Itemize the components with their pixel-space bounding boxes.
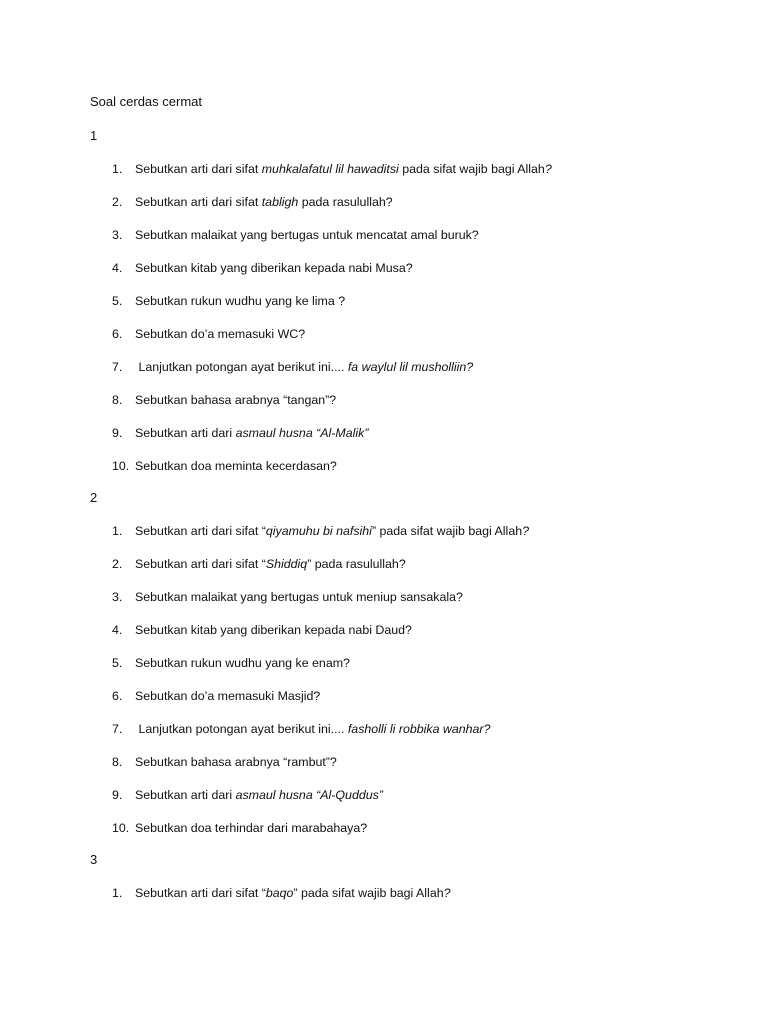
question-item <box>112 885 451 901</box>
question-item <box>112 359 473 375</box>
question-number: 1. <box>112 886 123 900</box>
question-number: 10. <box>112 459 130 473</box>
question-text: Sebutkan malaikat yang bertugas untuk mencatat amal buruk? <box>135 228 479 242</box>
question-item <box>112 425 368 441</box>
question-item <box>112 556 406 572</box>
question-item <box>112 622 412 638</box>
question-number: 7. <box>112 360 123 374</box>
question-text: Sebutkan arti dari sifat “baqo” pada sifat wajib bagi Allah? <box>135 886 451 900</box>
document-title: Soal cerdas cermat <box>90 94 202 109</box>
question-text: Lanjutkan potongan ayat berikut ini.... fasholli li robbika wanhar? <box>135 722 491 736</box>
question-item <box>112 458 337 474</box>
section-number: 1 <box>90 128 98 143</box>
section-number: 3 <box>90 852 98 867</box>
question-item <box>112 655 350 671</box>
section-number: 2 <box>90 490 98 505</box>
question-number: 8. <box>112 393 123 407</box>
question-number: 8. <box>112 755 123 769</box>
question-number: 3. <box>112 590 123 604</box>
question-number: 7. <box>112 722 123 736</box>
question-number: 6. <box>112 327 123 341</box>
question-item <box>112 227 479 243</box>
question-item <box>112 194 393 210</box>
question-item <box>112 523 529 539</box>
question-item <box>112 161 552 177</box>
question-number: 5. <box>112 294 123 308</box>
question-number: 1. <box>112 524 123 538</box>
question-item <box>112 787 383 803</box>
question-text: Sebutkan arti dari sifat tabligh pada rasulullah? <box>135 195 393 209</box>
question-text: Sebutkan rukun wudhu yang ke enam? <box>135 656 350 670</box>
question-item <box>112 326 305 342</box>
question-text: Sebutkan kitab yang diberikan kepada nabi Daud? <box>135 623 412 637</box>
question-text: Sebutkan arti dari asmaul husna “Al-Quddus” <box>135 788 383 802</box>
question-text: Sebutkan arti dari sifat muhkalafatul lil hawaditsi pada sifat wajib bagi Allah? <box>135 162 552 176</box>
question-text: Sebutkan doa terhindar dari marabahaya? <box>135 821 368 835</box>
question-number: 4. <box>112 623 123 637</box>
question-number: 2. <box>112 195 123 209</box>
question-text: Sebutkan rukun wudhu yang ke lima ? <box>135 294 346 308</box>
question-number: 10. <box>112 821 130 835</box>
question-item <box>112 293 345 309</box>
question-number: 6. <box>112 689 123 703</box>
question-item <box>112 721 490 737</box>
question-number: 5. <box>112 656 123 670</box>
question-number: 9. <box>112 788 123 802</box>
question-text: Sebutkan arti dari sifat “Shiddiq” pada rasulullah? <box>135 557 406 571</box>
question-number: 1. <box>112 162 123 176</box>
question-number: 4. <box>112 261 123 275</box>
question-item <box>112 260 413 276</box>
question-text: Sebutkan malaikat yang bertugas untuk meniup sansakala? <box>135 590 463 604</box>
question-item <box>112 392 336 408</box>
question-text: Sebutkan do’a memasuki WC? <box>135 327 306 341</box>
question-text: Sebutkan bahasa arabnya “rambut”? <box>135 755 337 769</box>
question-text: Sebutkan arti dari sifat “qiyamuhu bi nafsihi” pada sifat wajib bagi Allah? <box>135 524 530 538</box>
question-text: Sebutkan arti dari asmaul husna “Al-Malik” <box>135 426 369 440</box>
question-number: 3. <box>112 228 123 242</box>
question-text: Lanjutkan potongan ayat berikut ini.... fa waylul lil musholliin? <box>135 360 474 374</box>
question-text: Sebutkan do’a memasuki Masjid? <box>135 689 321 703</box>
question-item <box>112 820 367 836</box>
question-text: Sebutkan doa meminta kecerdasan? <box>135 459 337 473</box>
question-number: 2. <box>112 557 123 571</box>
question-item <box>112 589 463 605</box>
question-item <box>112 688 320 704</box>
question-item <box>112 754 337 770</box>
question-text: Sebutkan bahasa arabnya “tangan”? <box>135 393 337 407</box>
question-number: 9. <box>112 426 123 440</box>
question-text: Sebutkan kitab yang diberikan kepada nabi Musa? <box>135 261 413 275</box>
